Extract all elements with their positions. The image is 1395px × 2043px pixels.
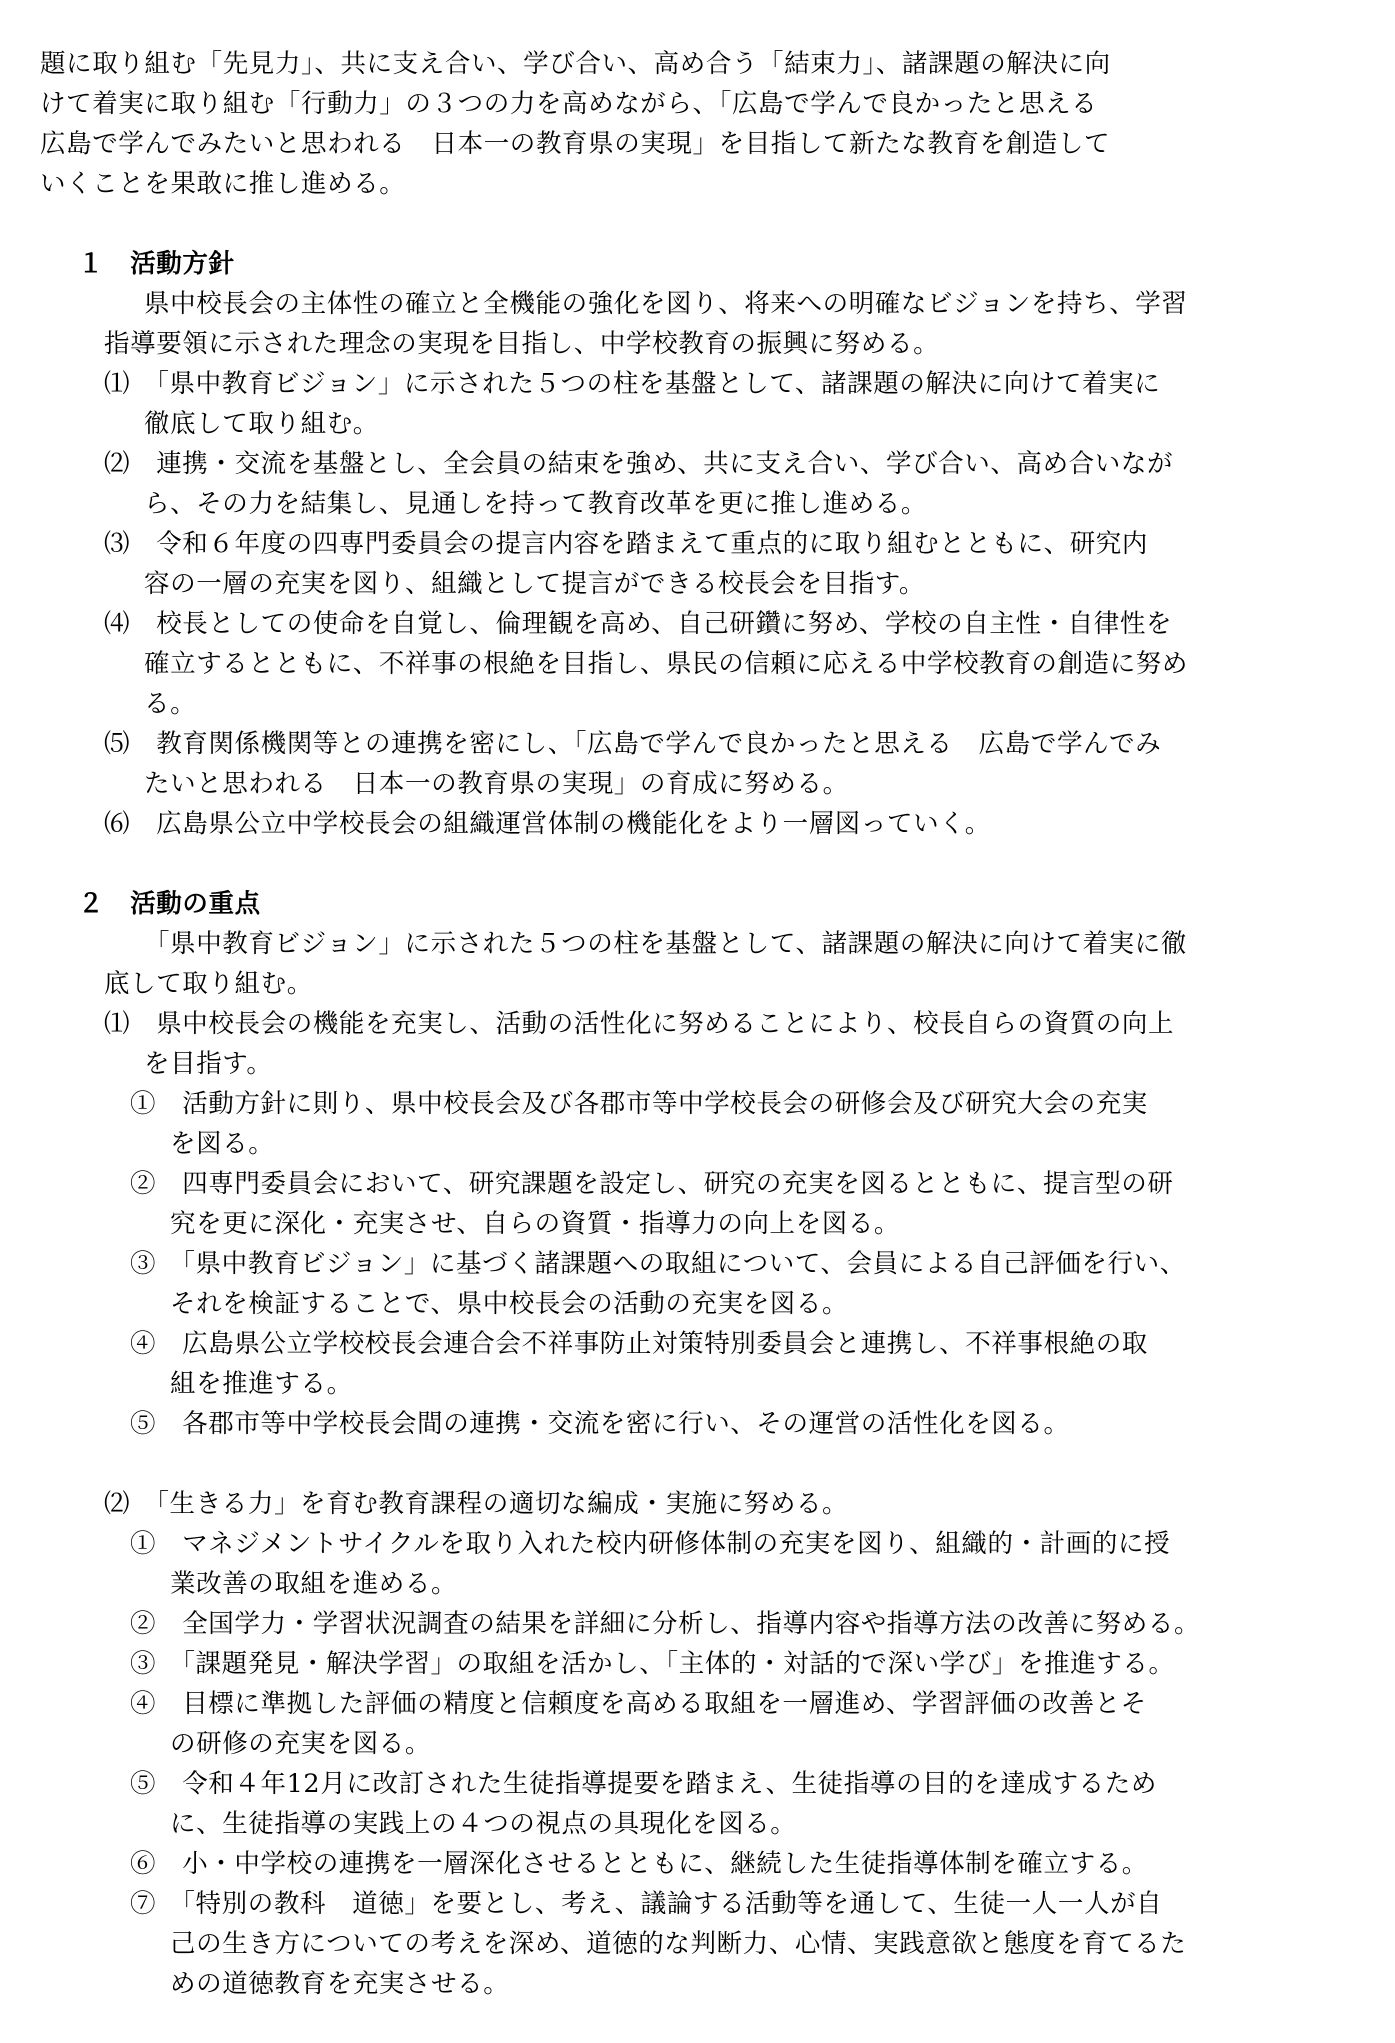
section-heading: １ 活動方針	[78, 249, 235, 279]
priority-item-cont: を図る。	[170, 1129, 275, 1159]
section-heading: ２ 活動の重点	[78, 889, 261, 919]
intro-line: いくことを果敢に推し進める。	[40, 169, 406, 199]
priority-group-2-title: ⑵ 「生きる力」を育む教育課程の適切な編成・実施に努める。	[104, 1489, 849, 1519]
lead-line: 底して取り組む。	[104, 969, 313, 999]
priority-item: ④ 広島県公立学校校長会連合会不祥事防止対策特別委員会と連携し、不祥事根絶の取	[130, 1329, 1148, 1359]
section-activity-priorities	[40, 884, 1355, 2004]
priority-item-cont: 業改善の取組を進める。	[170, 1569, 458, 1599]
section-activity-policy	[40, 244, 1355, 844]
priority-item: ⑥ 小・中学校の連携を一層深化させるとともに、継続した生徒指導体制を確立する。	[130, 1849, 1148, 1879]
priority-item-cont: の研修の充実を図る。	[170, 1729, 432, 1759]
spacer	[40, 844, 1355, 884]
lead-line: 「県中教育ビジョン」に示された５つの柱を基盤として、諸課題の解決に向けて着実に徹	[144, 929, 1187, 959]
priority-item-cont: それを検証することで、県中校長会の活動の充実を図る。	[170, 1289, 849, 1319]
priority-item-cont: めの道徳教育を充実させる。	[170, 1969, 510, 1999]
spacer	[40, 204, 1355, 244]
intro-line: 題に取り組む「先見力」、共に支え合い、学び合い、高め合う「結束力」、諸課題の解決に向	[40, 49, 1111, 79]
priority-group-1-title: ⑴ 県中校長会の機能を充実し、活動の活性化に努めることにより、校長自らの資質の向上	[104, 1009, 1175, 1039]
priority-item-cont: 己の生き方についての考えを深め、道徳的な判断力、心情、実践意欲と態度を育てるた	[170, 1929, 1187, 1959]
priority-item: ⑦ 「特別の教科 道徳」を要とし、考え、議論する活動等を通して、生徒一人一人が自	[130, 1889, 1163, 1919]
policy-item-4: ⑷ 校長としての使命を自覚し、倫理観を高め、自己研鑽に努め、学校の自主性・自律性を	[104, 609, 1173, 639]
priority-item: ⑤ 令和４年12月に改訂された生徒指導提要を踏まえ、生徒指導の目的を達成するため	[130, 1769, 1157, 1799]
priority-item: ③ 「課題発見・解決学習」の取組を活かし、「主体的・対話的で深い学び」を推進する。	[130, 1649, 1175, 1679]
priority-item: ④ 目標に準拠した評価の精度と信頼度を高める取組を一層進め、学習評価の改善とそ	[130, 1689, 1147, 1719]
intro-line: 広島で学んでみたいと思われる 日本一の教育県の実現」を目指して新たな教育を創造して	[40, 129, 1111, 159]
priority-item-cont: 究を更に深化・充実させ、自らの資質・指導力の向上を図る。	[170, 1209, 901, 1239]
policy-item-3: ⑶ 令和６年度の四専門委員会の提言内容を踏まえて重点的に取り組むとともに、研究内	[104, 529, 1149, 559]
intro-line: けて着実に取り組む「行動力」の３つの力を高めながら、「広島で学んで良かったと思える	[40, 89, 1098, 119]
policy-item-2: ⑵ 連携・交流を基盤とし、全会員の結束を強め、共に支え合い、学び合い、高め合いなが	[104, 449, 1174, 479]
priority-item: ① マネジメントサイクルを取り入れた校内研修体制の充実を図り、組織的・計画的に授	[130, 1529, 1171, 1559]
intro-paragraph	[40, 44, 1355, 204]
priority-item: ③ 「県中教育ビジョン」に基づく諸課題への取組について、会員による自己評価を行い、	[130, 1249, 1186, 1279]
policy-item-6: ⑹ 広島県公立中学校長会の組織運営体制の機能化をより一層図っていく。	[104, 809, 991, 839]
policy-item-4-cont: る。	[144, 689, 197, 719]
priority-item-cont: に、生徒指導の実践上の４つの視点の具現化を図る。	[170, 1809, 797, 1839]
lead-line: 指導要領に示された理念の実現を目指し、中学校教育の振興に努める。	[104, 329, 940, 359]
priority-item: ① 活動方針に則り、県中校長会及び各郡市等中学校長会の研修会及び研究大会の充実	[130, 1089, 1148, 1119]
policy-item-1: ⑴ 「県中教育ビジョン」に示された５つの柱を基盤として、諸課題の解決に向けて着実に	[104, 369, 1161, 399]
lead-line: 県中校長会の主体性の確立と全機能の強化を図り、将来への明確なビジョンを持ち、学習	[144, 289, 1188, 319]
policy-item-5-cont: たいと思われる 日本一の教育県の実現」の育成に努める。	[144, 769, 849, 799]
spacer	[40, 1444, 1355, 1484]
policy-item-4-cont: 確立するとともに、不祥事の根絶を目指し、県民の信頼に応える中学校教育の創造に努め	[144, 649, 1189, 679]
policy-item-3-cont: 容の一層の充実を図り、組織として提言ができる校長会を目指す。	[144, 569, 925, 599]
priority-item: ② 四専門委員会において、研究課題を設定し、研究の充実を図るとともに、提言型の研	[130, 1169, 1174, 1199]
priority-item: ⑤ 各郡市等中学校長会間の連携・交流を密に行い、その運営の活性化を図る。	[130, 1409, 1070, 1439]
policy-item-2-cont: ら、その力を結集し、見通しを持って教育改革を更に推し進める。	[144, 489, 928, 519]
policy-item-5: ⑸ 教育関係機関等との連携を密にし、「広島で学んで良かったと思える 広島で学んでみ	[104, 729, 1162, 759]
priority-group-1-title-cont: を目指す。	[144, 1049, 273, 1079]
priority-item: ② 全国学力・学習状況調査の結果を詳細に分析し、指導内容や指導方法の改善に努める。	[130, 1609, 1201, 1639]
policy-item-1-cont: 徹底して取り組む。	[144, 409, 379, 439]
priority-item-cont: 組を推進する。	[170, 1369, 353, 1399]
